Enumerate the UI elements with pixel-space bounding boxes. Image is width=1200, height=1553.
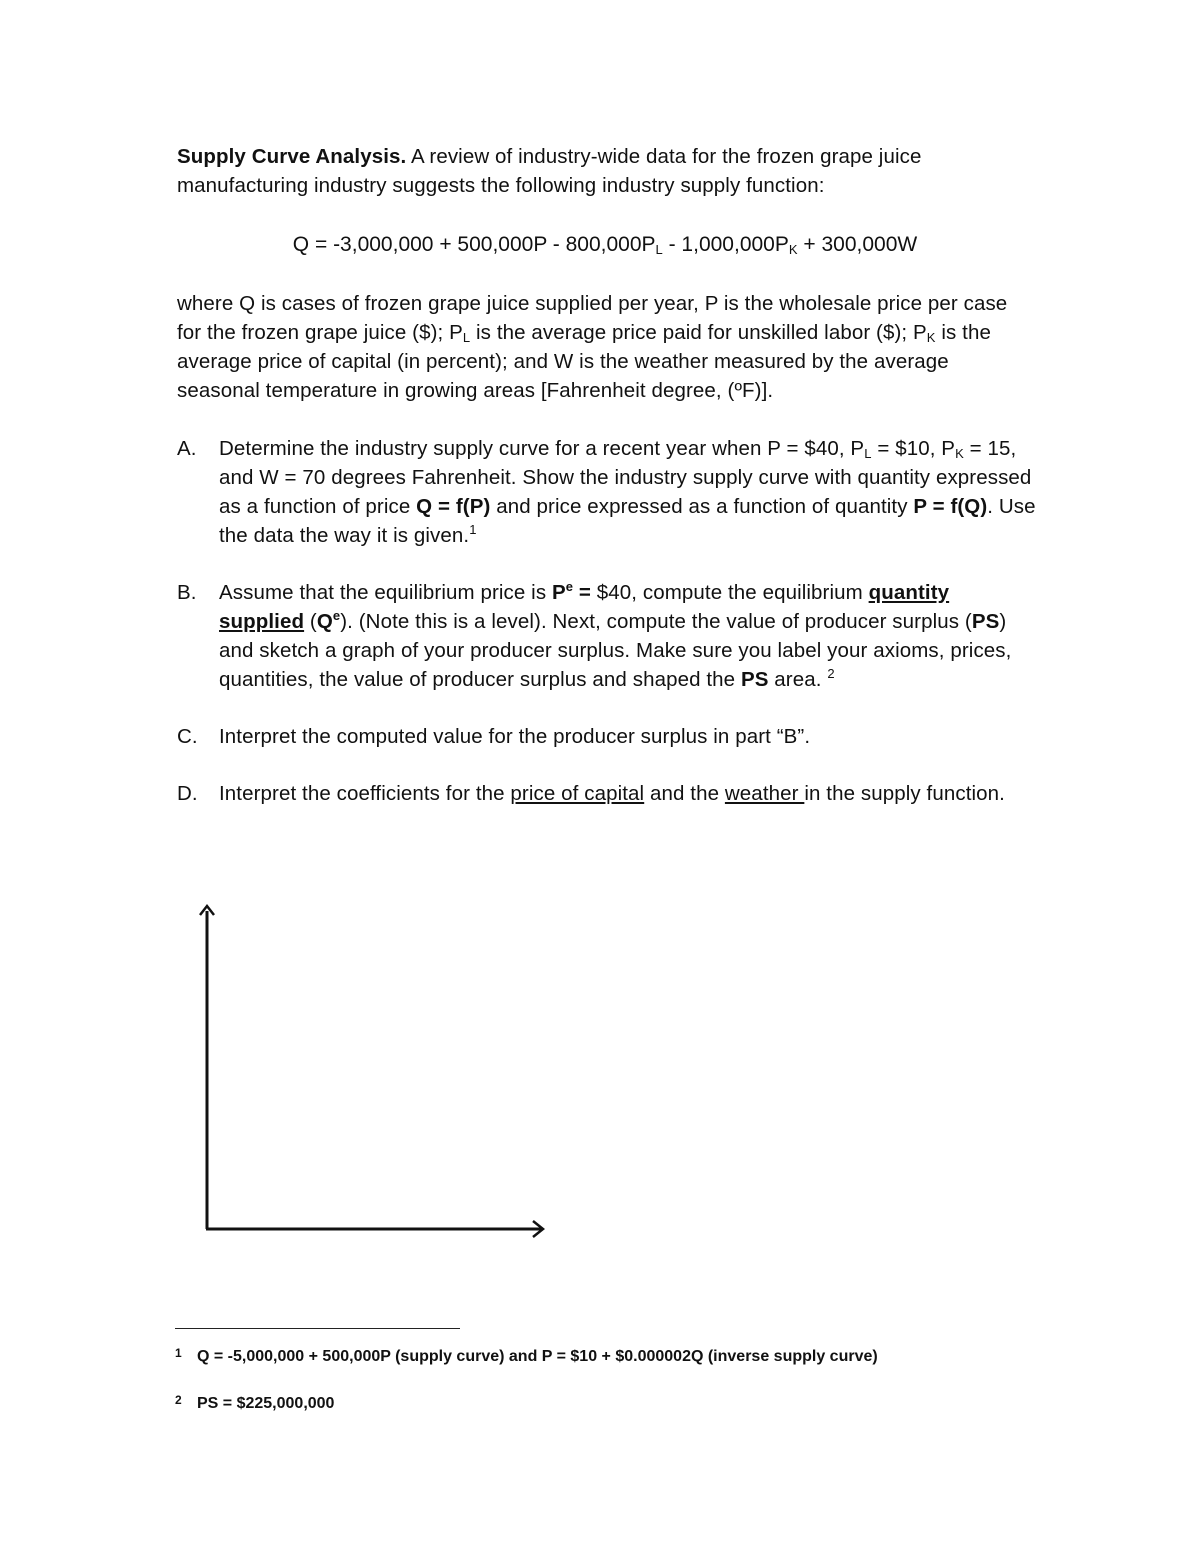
question-bold: P = f(Q) [913,495,988,518]
description-text: is the average price of capital (in percent); and W is the weather measured by the average seasonal temperature in growing areas [Fahrenheit degree, (ºF)]. [177,321,991,402]
question-text: Assume that the equilibrium price is [219,581,552,604]
equation-subscript: K [788,242,798,257]
question-text: $40, compute the equilibrium [596,581,869,604]
question-body: Interpret the computed value for the producer surplus in part “B”. [219,725,811,748]
footnote-ref: 2 [827,666,835,681]
description-subscript: L [462,330,471,345]
question-body [219,434,1037,550]
blank-graph-axes [190,895,560,1245]
question-body [219,779,1037,808]
footnote-2 [175,1389,334,1415]
description-text: is the average price paid for unskilled labor ($); P [470,321,927,344]
question-label: C. [177,725,198,748]
variable-description [177,289,1037,405]
footnote-ref: 1 [469,522,477,537]
question-body [219,578,1037,694]
question-label: D. [177,782,198,805]
question-b [177,578,1037,694]
description-text: where Q is cases of frozen grape juice supplied per year, P is the wholesale price per case for the frozen grape juice ($); P [177,292,1008,344]
question-d [177,779,1037,808]
question-superscript: e [332,608,341,623]
question-text: and price expressed as a function of quantity [490,495,914,518]
question-bold: PS [740,668,769,691]
question-bold: PS [971,610,1000,633]
question-text: ( [304,610,317,633]
equation-part: + 300,000W [797,233,918,256]
question-text: ). (Note this is a level). Next, compute the value of producer surplus ( [340,610,972,633]
question-superscript: e [565,579,574,594]
intro-title: Supply Curve Analysis. [177,145,407,168]
question-text: Determine the industry supply curve for a recent year when P = $40, P [219,437,865,460]
question-text: = 15, and W = 70 degrees Fahrenheit. Show the industry supply curve with quantity expressed as a function of price [219,437,1032,518]
equation-part: - 1,000,000P [662,233,789,256]
question-underline: quantity supplied [219,581,950,633]
footnote-separator [175,1328,460,1329]
question-subscript: L [864,446,872,461]
question-underline: price of capital [510,782,645,805]
question-text: ) and sketch a graph of your producer surplus. Make sure you label your axioms, prices, quantities, the value of producer surplus and shaped the [219,610,1012,691]
question-bold: P [551,581,566,604]
intro-paragraph [177,142,1057,200]
question-a [177,434,1037,550]
footnote-1 [175,1342,878,1368]
question-text: in the supply function. [804,782,1005,805]
equation-subscript: L [655,242,663,257]
footnote-number: 1 [175,1346,182,1360]
question-bold: Q = f(P) [416,495,491,518]
question-text: . Use the data the way it is given. [219,495,1036,547]
equation-part: Q = -3,000,000 + 500,000P - 800,000P [292,233,656,256]
question-label: A. [177,437,197,460]
footnote-number: 2 [175,1393,182,1407]
intro-text: A review of industry-wide data for the frozen grape juice manufacturing industry suggests the following industry supply function: [177,145,922,197]
question-text: = $10, P [871,437,956,460]
question-text: Interpret the coefficients for the [219,782,511,805]
footnote-text: PS = $225,000,000 [197,1395,335,1412]
question-label: B. [177,581,197,604]
question-bold: = [573,581,597,604]
description-subscript: K [926,330,936,345]
question-subscript: K [955,446,964,461]
question-underline: weather [724,782,805,805]
question-c [177,722,1037,751]
question-text: area. [768,668,828,691]
question-bold: Q [316,610,333,633]
footnote-text: Q = -5,000,000 + 500,000P (supply curve) and P = $10 + $0.000002Q (inverse supply curve) [197,1348,878,1365]
question-text: and the [644,782,725,805]
supply-function-equation [0,230,1200,260]
